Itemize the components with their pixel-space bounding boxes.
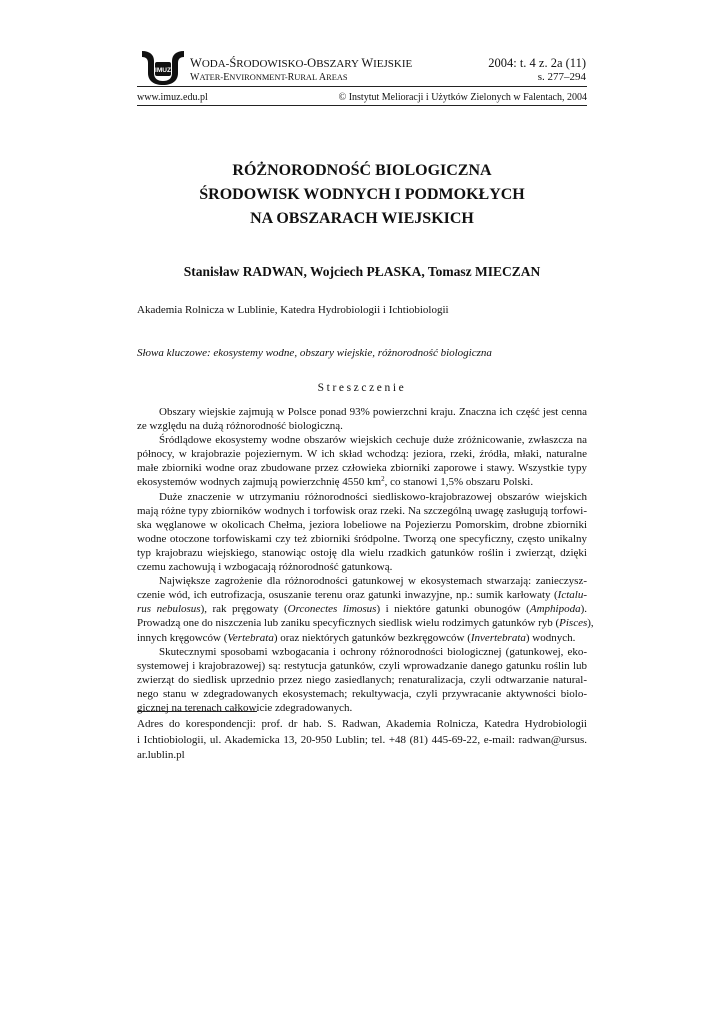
title-line: NA OBSZARACH WIEJSKICH: [250, 210, 474, 227]
text-line: małe zbiorniki wodne oraz zbudowane przez człowieka zbiorniki zaporowe i stawy. Wszystkie typy: [137, 462, 587, 475]
abstract-paragraph: [137, 433, 587, 489]
abstract-paragraph: [137, 490, 587, 575]
logo-text: IMUZ: [155, 67, 171, 74]
text-line: Skutecznymi sposobami wzbogacania i ochrony różnorodności biologicznej (gatunkowej, eko-: [159, 645, 587, 658]
abstract-body: [137, 405, 594, 715]
text-line: czenie wód, ich eutrofizacja, osuszanie terenu oraz gatunki inwazyjne, np.: sumik karłowaty (Ictalu-: [137, 589, 587, 602]
abstract-paragraph: [137, 405, 587, 433]
text-line: czemu zachowują i wzbogacają różnorodność gatunkową.: [137, 561, 393, 574]
header-rule: [137, 86, 587, 87]
footnote-line: i Ichtiobiologii, ul. Akademicka 13, 20-950 Lublin; tel. +48 (81) 445-69-22, e-mail: radwan@ursus.: [137, 733, 587, 746]
title-line: RÓŻNORODNOŚĆ BIOLOGICZNA: [232, 162, 492, 179]
journal-subtitle: WATER-ENVIRONMENT-RURAL AREAS: [190, 72, 348, 83]
title-line: ŚRODOWISK WODNYCH I PODMOKŁYCH: [199, 186, 525, 203]
text-line: zwierząt do siedlisk uprzednio przez niego zasiedlanych; renaturalizacja, czyli odtwarzanie natural-: [137, 673, 587, 686]
text-line: gicznej na terenach całkowicie zdegradowanych.: [137, 701, 353, 714]
text-line: Prowadzą one do niszczenia lub zaniku specyficznych siedlisk wielu rodzimych gatunków ryb (Pisces),: [137, 617, 594, 630]
footnote-rule: [137, 711, 257, 712]
keywords: Słowa kluczowe: ekosystemy wodne, obszary wiejskie, różnorodność biologiczna: [137, 347, 492, 359]
header-rule-bottom: [137, 105, 587, 106]
journal-name: WODA-ŚRODOWISKO-OBSZARY WIEJSKIE: [190, 56, 413, 70]
text-line: nego stanu w zdegradowanych ekosystemach; rekultywacja, czyli przywracanie aktywności biolo-: [137, 687, 587, 700]
text-line: północy, w krajobrazie pojeziernym. W ich skład wchodzą: jeziora, rzeki, źródła, młaki, naturalne: [137, 448, 587, 461]
footnote-line: ar.lublin.pl: [137, 749, 185, 761]
article-title: [137, 159, 587, 231]
text-line: Największe zagrożenie dla różnorodności gatunkowej w ekosystemach stwarzają: zanieczysz-: [159, 575, 587, 588]
text-line: mają różne typy zbiorników wodnych i torfowisk oraz rzeki. Na szczególną uwagę zasługują torfowi-: [137, 504, 587, 517]
affiliation: Akademia Rolnicza w Lublinie, Katedra Hydrobiologii i Ichtiobiologii: [137, 304, 449, 316]
abstract-heading: Streszczenie: [317, 382, 407, 394]
text-line: ska węglanowe w okolicach Chełma, jeziora lobeliowe na Pojezierzu Pomorskim, drobne zbiorniki: [137, 518, 587, 531]
footnote-line: Adres do korespondencji: prof. dr hab. S. Radwan, Akademia Rolnicza, Katedra Hydrobiologii: [137, 718, 587, 730]
text-line: typ krajobrazu wiejskiego, stanowiąc ostoję dla wielu rzadkich gatunków roślin i zwierząt, dzięki: [137, 546, 587, 559]
text-line: ekosystemów wodnych zajmują powierzchnię 4550 $km^2$, co stanowi 1,5% obszaru Polski.: [137, 475, 534, 489]
text-line: Obszary wiejskie zajmują w Polsce ponad 93% powierzchni kraju. Znaczna ich część jest cenna: [159, 406, 587, 418]
journal-pages: s. 277–294: [537, 71, 586, 83]
text-line: Śródlądowe ekosystemy wodne obszarów wiejskich cechuje duże zróżnicowanie, zwłaszcza na: [159, 434, 587, 447]
text-line: ze względu na dużą różnorodność biologiczną.: [137, 420, 343, 433]
text-line: rus nebulosus), rak pręgowaty (Orconectes limosus) i niektóre gatunki obunogów (Amphipoda).: [137, 603, 587, 616]
journal-url[interactable]: www.imuz.edu.pl: [137, 92, 208, 103]
journal-volume: 2004: t. 4 z. 2a (11): [488, 56, 586, 70]
abstract-paragraph: [137, 645, 587, 715]
authors: Stanisław RADWAN, Wojciech PŁASKA, Tomasz MIECZAN: [183, 264, 541, 279]
abstract-paragraph: [137, 574, 594, 644]
footnote: [137, 717, 587, 764]
text-line: systemowej i krajobrazowej) są: restytucja gatunków, czyli wprowadzanie danego gatunku roślin lub: [137, 659, 587, 672]
text-line: wodne otoczone torfowiskami czy też zbiorniki śródpolne. Tworzą one specyficzny, często unikalny: [137, 532, 587, 545]
text-line: Duże znaczenie w utrzymaniu różnorodności siedliskowo-krajobrazowej obszarów wiejskich: [159, 490, 587, 503]
copyright: © Instytut Melioracji i Użytków Zielonych w Falentach, 2004: [338, 92, 587, 103]
text-line: innych kręgowców (Vertebrata) oraz niektórych gatunków bezkręgowców (Invertebrata) wodnych.: [137, 631, 576, 644]
imuz-logo-icon: [140, 47, 186, 85]
